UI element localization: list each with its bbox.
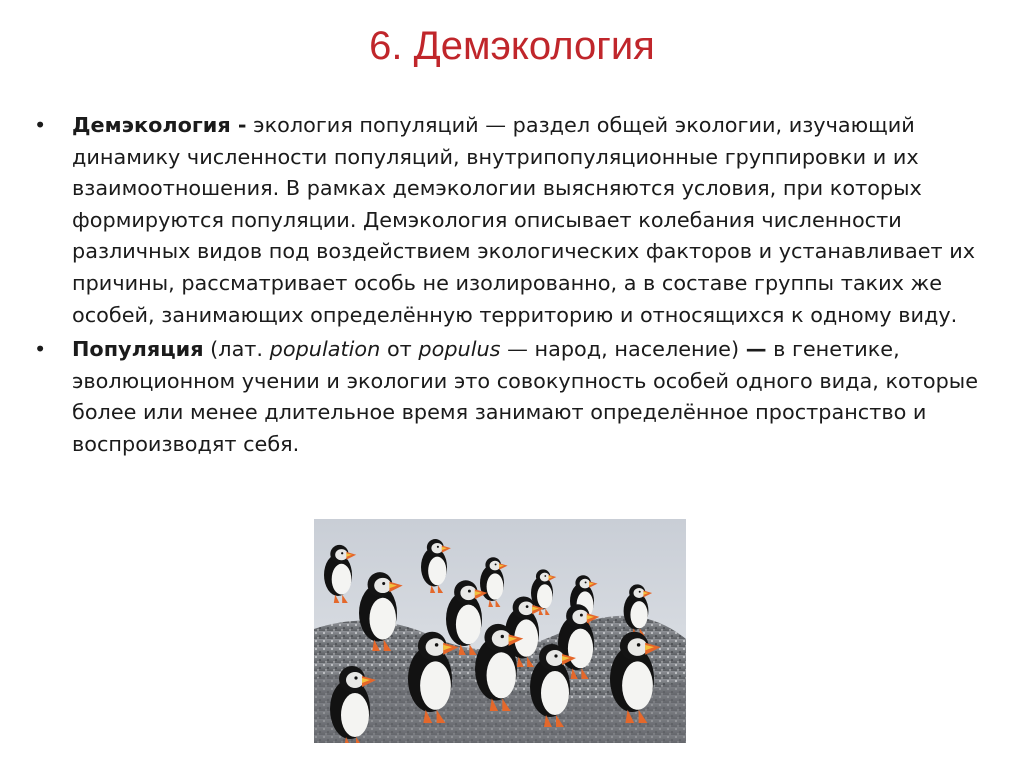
puffins-photo [314,519,686,743]
bullet-dot: • [34,113,47,137]
definition-demecology: экология популяций — раздел общей экологии, изучающий динамику численности популяций, внутрипопуляционные группировки и их взаимоотношения. В рамках демэкологии выясняются условия, при которых формируются популяции. Демэкология описывает колебания численности различных видов под воздействием экологических факторов и устанавливает их причины, рассматривает особь не изолированно, а в составе группы таких же особей, занимающих определённую территорию и относящихся к одному виду. [72,113,976,327]
definition-population-part1: (лат. [203,337,270,362]
definition-population-part2: от [380,337,419,362]
definition-population-dash: — [745,337,767,362]
slide-content [32,110,1000,464]
term-demecology: Демэкология - [72,113,247,137]
bullet-population [32,334,1000,460]
definition-population-part3: — народ, население) [500,337,746,362]
term-population: Популяция [72,337,204,362]
latin-word-populus: populus [418,337,501,362]
latin-word-population: population [269,337,381,362]
bullet-demecology [32,110,1000,331]
bullet-dot: • [34,337,47,362]
definition-population-part4: в генетике, эволюционном учении и экологии это совокупность особей одного вида, которые более или менее длительное время занимают определённое пространство и воспроизводят себя. [72,337,979,456]
slide-title: 6. Демэкология [369,24,655,68]
